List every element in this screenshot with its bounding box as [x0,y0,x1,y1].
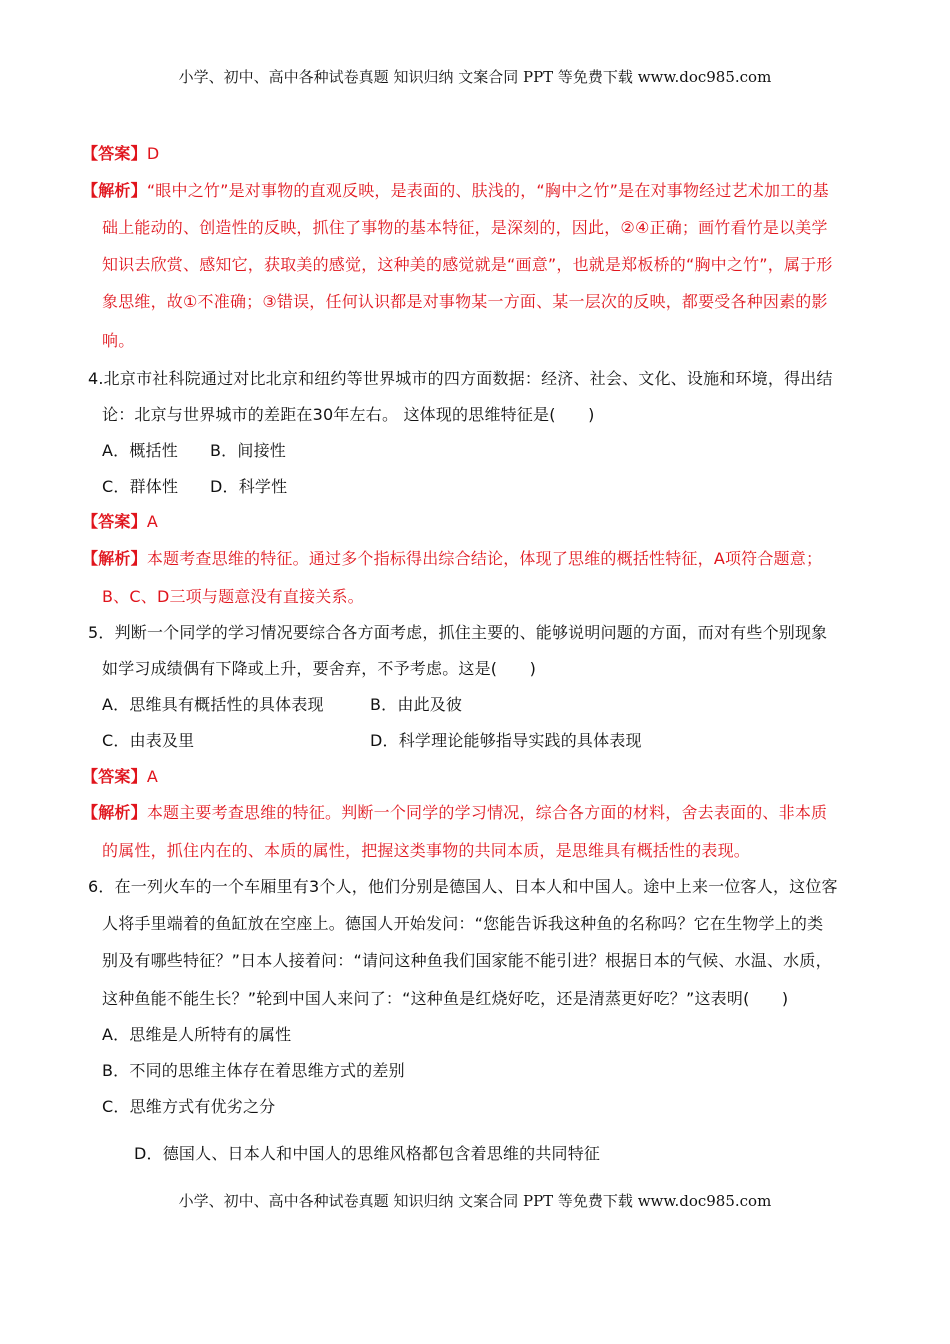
q6-option-c[interactable]: C．思维方式有优劣之分 [102,1097,276,1116]
q5-stem-line-1: 5．判断一个同学的学习情况要综合各方面考虑，抓住主要的、能够说明问题的方面，而对有些个别现象 [88,623,828,642]
q4-option-a[interactable]: A．概括性 [102,441,178,460]
q4-answer: A [146,512,158,531]
page-footer: 小学、初中、高中各种试卷真题 知识归纳 文案合同 PPT 等免费下载 www.doc985.com [178,1192,772,1210]
q4-answer-line [82,511,158,533]
q6-option-a[interactable]: A．思维是人所特有的属性 [102,1025,292,1044]
analysis-tag: 【解析】 [82,549,147,568]
q5-analysis-line-1 [82,802,827,824]
q4-analysis-line-1 [82,548,822,570]
q3-analysis-line-5: 响。 [102,331,135,350]
answer-tag: 【答案】 [82,512,147,531]
q6-stem-line-2: 人将手里端着的鱼缸放在空座上。德国人开始发问：“您能告诉我这种鱼的名称吗？它在生物学上的类 [102,914,824,933]
q3-analysis-text: “眼中之竹”是对事物的直观反映，是表面的、肤浅的，“胸中之竹”是在对事物经过艺术加工的基 [146,181,829,200]
q3-analysis-line-1 [82,180,829,202]
q3-answer-line [82,143,159,165]
q5-answer-line [82,766,158,788]
q6-stem-line-3: 别及有哪些特征？”日本人接着问：“请问这种鱼我们国家能不能引进？根据日本的气候、水温、水质， [102,951,832,970]
q5-option-a[interactable]: A．思维具有概括性的具体表现 [102,695,324,714]
q5-answer: A [146,767,158,786]
q5-option-c[interactable]: C．由表及里 [102,731,195,750]
q4-analysis-text: 本题考查思维的特征。通过多个指标得出综合结论，体现了思维的概括性特征，A项符合题意； [146,549,823,568]
q6-stem-line-1: 6．在一列火车的一个车厢里有3个人，他们分别是德国人、日本人和中国人。途中上来一位客人，这位客 [88,877,838,896]
q6-stem-line-4: 这种鱼能不能生长？”轮到中国人来问了：“这种鱼是红烧好吃，还是清蒸更好吃？”这表明( ) [102,989,789,1008]
page-header: 小学、初中、高中各种试卷真题 知识归纳 文案合同 PPT 等免费下载 www.doc985.com [178,68,772,86]
analysis-tag: 【解析】 [82,181,147,200]
answer-tag: 【答案】 [82,144,147,163]
q4-option-b[interactable]: B．间接性 [210,441,286,460]
q6-option-b[interactable]: B．不同的思维主体存在着思维方式的差别 [102,1061,405,1080]
q5-analysis-text: 本题主要考查思维的特征。判断一个同学的学习情况，综合各方面的材料，舍去表面的、非本质 [146,803,828,822]
q6-option-d[interactable]: D．德国人、日本人和中国人的思维风格都包含着思维的共同特征 [134,1144,601,1163]
q4-option-d[interactable]: D．科学性 [210,477,288,496]
q5-analysis-line-2: 的属性，抓住内在的、本质的属性，把握这类事物的共同本质，是思维具有概括性的表现。 [102,841,751,860]
q5-stem-line-2: 如学习成绩偶有下降或上升，要舍弃，不予考虑。这是( ) [102,659,537,678]
q3-answer: D [146,144,160,163]
q3-analysis-line-4: 象思维，故①不准确；③错误，任何认识都是对事物某一方面、某一层次的反映，都要受各种因素的影 [102,292,828,311]
q4-stem-line-2: 论：北京与世界城市的差距在30年左右。 这体现的思维特征是( ) [102,405,595,424]
q4-stem-line-1: 4.北京市社科院通过对比北京和纽约等世界城市的四方面数据：经济、社会、文化、设施和环境，得出结 [88,369,833,388]
q5-option-b[interactable]: B．由此及彼 [370,695,463,714]
q3-analysis-line-3: 知识去欣赏、感知它，获取美的感觉，这种美的感觉就是“画意”，也就是郑板桥的“胸中之竹”，属于形 [102,255,833,274]
q4-analysis-line-2: B、C、D三项与题意没有直接关系。 [102,587,364,606]
q3-analysis-line-2: 础上能动的、创造性的反映，抓住了事物的基本特征，是深刻的，因此，②④正确；画竹看竹是以美学 [102,218,828,237]
q4-option-c[interactable]: C．群体性 [102,477,179,496]
analysis-tag: 【解析】 [82,803,147,822]
answer-tag: 【答案】 [82,767,147,786]
q5-option-d[interactable]: D．科学理论能够指导实践的具体表现 [370,731,642,750]
